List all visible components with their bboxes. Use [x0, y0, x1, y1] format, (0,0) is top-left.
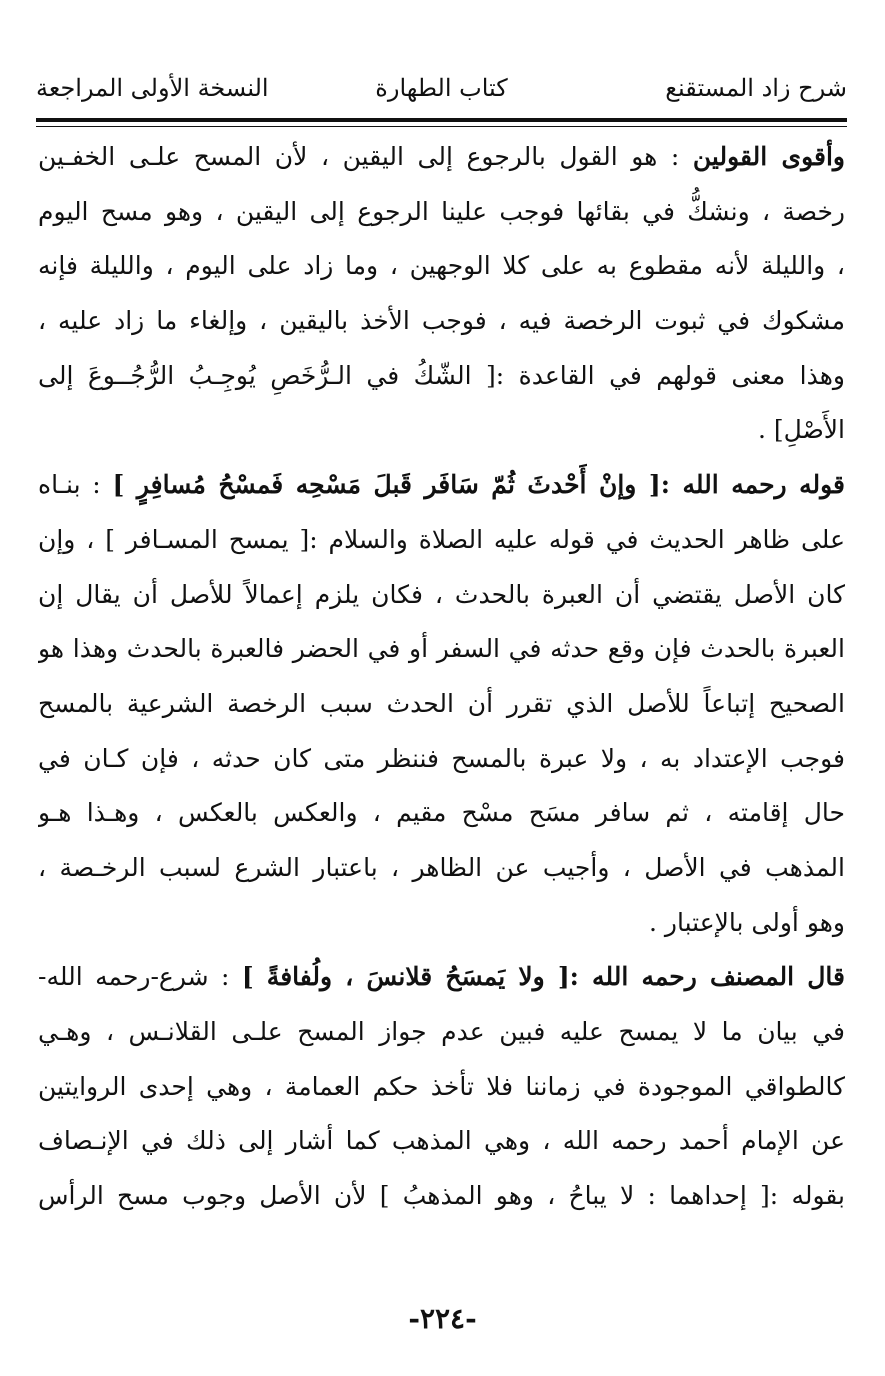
book-title: شرح زاد المستقنع	[665, 74, 847, 102]
line-text: الأَصْلِ] .	[757, 415, 845, 445]
line-text: عن الإمام أحمد رحمه الله ، وهي المذهب كما أشار إلى ذلك في الإنـصاف	[38, 1126, 845, 1156]
heading-phrase: وأقوى القولين	[692, 142, 845, 171]
page-number: -٢٢٤-	[408, 1302, 477, 1335]
heading-phrase: قوله رحمه الله :[ وإنْ أَحْدثَ ثُمّ سَافَر قَبلَ مَسْحِه فَمسْحُ مُسافِرٍ ]	[112, 470, 845, 500]
text-line	[38, 841, 845, 896]
header-rule-thick	[36, 118, 847, 122]
text-line	[38, 786, 845, 841]
chapter-title: كتاب الطهارة	[375, 74, 508, 102]
page-body	[38, 130, 845, 1224]
text-line	[38, 513, 845, 568]
line-text: حال إقامته ، ثم سافر مسَح مسْح مقيم ، والعكس بالعكس ، وهـذا هـو	[38, 798, 845, 828]
line-text: المذهب في الأصل ، وأجيب عن الظاهر ، باعتبار الشرع لسبب الرخـصة ،	[38, 852, 845, 882]
text-line	[38, 1169, 845, 1224]
text-line	[38, 1005, 845, 1060]
heading-phrase: قال المصنف رحمه الله :[ ولا يَمسَحُ قلانسَ ، ولُفافةً ]	[241, 962, 845, 992]
text-line	[38, 732, 845, 787]
line-text: في بيان ما لا يمسح عليه فبين عدم جواز المسح علـى القلانـس ، وهـي	[38, 1017, 845, 1046]
text-line	[38, 349, 845, 404]
line-text: كان الأصل يقتضي أن العبرة بالحدث ، فكان يلزم إعمالاً للأصل أن يقال إن	[38, 579, 845, 609]
line-text: كالطواقي الموجودة في زماننا فلا تأخذ حكم العمامة ، وهي إحدى الروايتين	[38, 1071, 845, 1101]
text-line	[38, 458, 845, 513]
line-text: فوجب الإعتداد به ، ولا عبرة بالمسح فننظر متى كان حدثه ، فإن كـان في	[38, 743, 845, 773]
line-text: العبرة بالحدث فإن وقع حدثه في السفر أو في الحضر فالعبرة بالحدث وهذا هو	[38, 634, 845, 664]
text-line	[38, 130, 845, 185]
line-text: ، والليلة لأنه مقطوع به على كلا الوجهين ، وما زاد على اليوم ، والليلة فإنه	[38, 251, 845, 281]
text-line	[38, 896, 845, 951]
line-text: وهو أولى بالإعتبار .	[649, 907, 845, 937]
text-line	[38, 622, 845, 677]
line-text: : بنـاه	[38, 470, 113, 500]
line-text: : شرع-رحمه الله-	[38, 962, 242, 992]
text-line	[38, 1114, 845, 1169]
line-text: : هو القول بالرجوع إلى اليقين ، لأن المسح علـى الخفـين	[38, 142, 693, 171]
line-text: الصحيح إتباعاً للأصل الذي تقرر أن الحدث سبب الرخصة الشرعية بالمسح	[38, 688, 845, 718]
text-line	[38, 239, 845, 294]
edition-note: النسخة الأولى المراجعة	[36, 74, 269, 102]
running-header	[36, 60, 847, 112]
text-line	[38, 185, 845, 240]
header-rule-thin	[36, 126, 847, 127]
text-line	[38, 568, 845, 623]
text-line	[38, 294, 845, 349]
text-line	[38, 1060, 845, 1115]
text-line	[38, 677, 845, 732]
text-line	[38, 403, 845, 458]
text-line	[38, 950, 845, 1005]
line-text: رخصة ، ونشكُّ في بقائها فوجب علينا الرجوع إلى اليقين ، وهو مسح اليوم	[38, 196, 845, 226]
line-text: بقوله :[ إحداهما : لا يباحُ ، وهو المذهبُ ] لأن الأصل وجوب مسح الرأس	[38, 1181, 845, 1211]
line-text: مشكوك في ثبوت الرخصة فيه ، فوجب الأخذ باليقين ، وإلغاء ما زاد عليه ،	[38, 306, 845, 336]
line-text: وهذا معنى قولهم في القاعدة :[ الشّكُ في الـرُّخَصِ يُوجِـبُ الرُّجُــوعَ إلى	[38, 360, 845, 390]
line-text: على ظاهر الحديث في قوله عليه الصلاة والسلام :[ يمسح المسـافر ] ، وإن	[38, 524, 845, 554]
